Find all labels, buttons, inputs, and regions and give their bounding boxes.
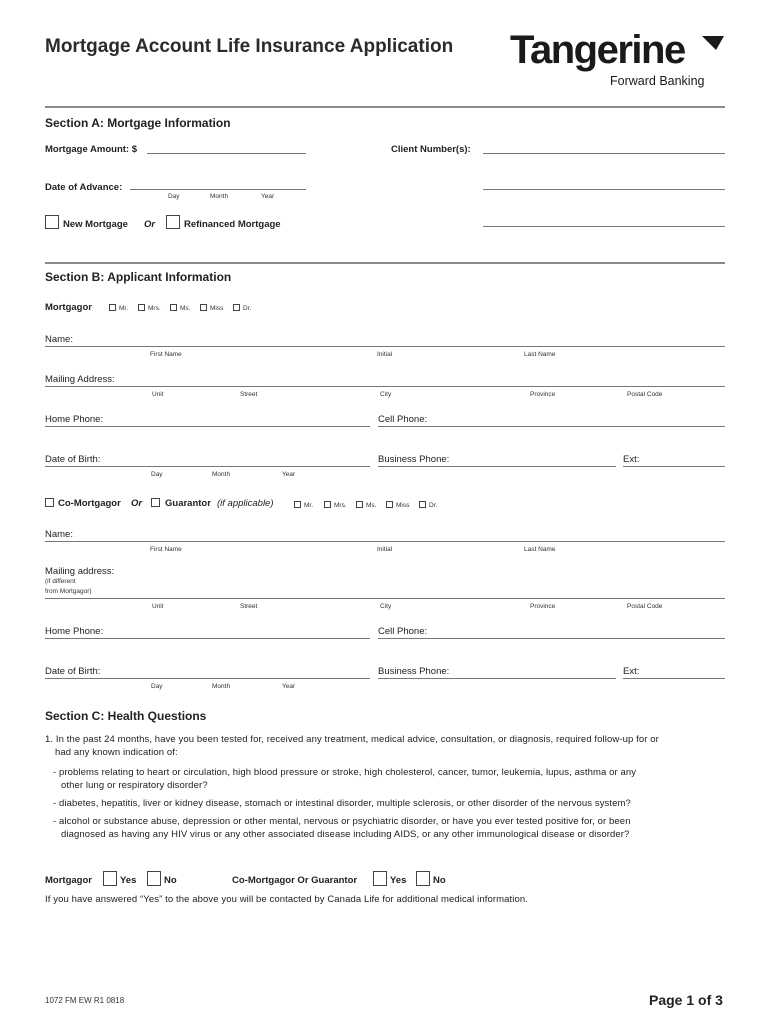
co-no-checkbox[interactable]: [416, 871, 430, 886]
co-mortgagor-label: Co-Mortgagor: [58, 498, 121, 509]
co-mailing-address-field[interactable]: [45, 598, 725, 599]
mortgagor-no-label: No: [164, 875, 177, 886]
cell-phone-label: Cell Phone:: [378, 414, 428, 425]
province-caption: Province: [530, 391, 556, 398]
name-label: Name:: [45, 334, 73, 345]
tangerine-logo: [510, 28, 705, 88]
title-miss-label: Miss: [210, 305, 224, 312]
co-title-dr-label: Dr.: [429, 502, 438, 509]
day-caption: Day: [151, 683, 163, 690]
co-mailing-address-label: Mailing address:: [45, 566, 115, 577]
last-name-caption: Last Name: [524, 546, 556, 553]
co-title-mrs-checkbox[interactable]: [324, 501, 331, 508]
business-phone-field[interactable]: [378, 466, 616, 467]
unit-caption: Unit: [152, 603, 164, 610]
postal-code-caption: Postal Code: [627, 603, 663, 610]
co-yes-label: Yes: [390, 875, 407, 886]
bullet-1: - problems relating to heart or circulation, high blood pressure or stroke, high cholesterol, cancer, tumor, leukemia, lupus, asthma or any: [53, 767, 637, 778]
street-caption: Street: [240, 603, 258, 610]
ext-field[interactable]: [623, 466, 725, 467]
co-title-miss-checkbox[interactable]: [386, 501, 393, 508]
title-mrs-checkbox[interactable]: [138, 304, 145, 311]
section-b-heading: Section B: Applicant Information: [45, 270, 232, 284]
home-phone-field[interactable]: [45, 426, 370, 427]
mortgage-amount-field[interactable]: [147, 153, 306, 154]
year-caption: Year: [282, 471, 296, 478]
co-date-of-birth-label: Date of Birth:: [45, 666, 101, 677]
client-number-field-2[interactable]: [483, 189, 725, 190]
title-ms-label: Ms.: [180, 305, 191, 312]
first-name-caption: First Name: [150, 351, 182, 358]
province-caption: Province: [530, 603, 556, 610]
co-ext-label: Ext:: [623, 666, 640, 677]
refinanced-mortgage-label: Refinanced Mortgage: [184, 219, 281, 230]
client-number-field-1[interactable]: [483, 153, 725, 154]
ext-label: Ext:: [623, 454, 640, 465]
title-miss-checkbox[interactable]: [200, 304, 207, 311]
if-different-note: (if different: [45, 578, 76, 585]
mortgagor-yes-checkbox[interactable]: [103, 871, 117, 886]
bullet-3: - alcohol or substance abuse, depression or other mental, nervous or psychiatric disorder, or have you ever tested positive for, or been: [53, 816, 631, 827]
mortgage-amount-label: Mortgage Amount: $: [45, 144, 138, 155]
question-1: 1. In the past 24 months, have you been tested for, received any treatment, medical advice, consultation, or diagnosis, required follow-up for or: [45, 734, 659, 745]
co-name-label: Name:: [45, 529, 73, 540]
logo-tagline: Forward Banking: [610, 74, 705, 88]
co-date-of-birth-field[interactable]: [45, 678, 370, 679]
guarantor-checkbox[interactable]: [151, 498, 160, 507]
mortgagor-label: Mortgagor: [45, 302, 92, 313]
cell-phone-field[interactable]: [378, 426, 725, 427]
year-caption: Year: [282, 683, 296, 690]
date-of-birth-label: Date of Birth:: [45, 454, 101, 465]
co-home-phone-label: Home Phone:: [45, 626, 104, 637]
name-field[interactable]: [45, 346, 725, 347]
co-business-phone-label: Business Phone:: [378, 666, 450, 677]
city-caption: City: [380, 391, 392, 398]
logo-wordmark: Tangerine: [510, 28, 685, 72]
mortgagor-no-checkbox[interactable]: [147, 871, 161, 886]
co-cell-phone-field[interactable]: [378, 638, 725, 639]
client-number-label: Client Number(s):: [391, 144, 471, 155]
client-number-field-3[interactable]: [483, 226, 725, 227]
unit-caption: Unit: [152, 391, 164, 398]
month-caption: Month: [212, 471, 231, 478]
initial-caption: Initial: [377, 351, 393, 358]
co-no-label: No: [433, 875, 446, 886]
or-label: Or: [131, 498, 143, 509]
new-mortgage-label: New Mortgage: [63, 219, 128, 230]
co-title-ms-label: Ms.: [366, 502, 377, 509]
city-caption: City: [380, 603, 392, 610]
co-title-mr-checkbox[interactable]: [294, 501, 301, 508]
initial-caption: Initial: [377, 546, 393, 553]
page-number: Page 1 of 3: [649, 992, 723, 1008]
day-caption: Day: [168, 193, 180, 200]
or-label: Or: [144, 219, 156, 230]
co-title-miss-label: Miss: [396, 502, 410, 509]
title-mr-label: Mr.: [119, 305, 129, 312]
bullet-3-cont: diagnosed as having any HIV virus or any other associated disease including AIDS, or any other immunological disease or disorder?: [61, 829, 630, 840]
co-mortgagor-checkbox[interactable]: [45, 498, 54, 507]
co-ext-field[interactable]: [623, 678, 725, 679]
month-caption: Month: [210, 193, 229, 200]
co-business-phone-field[interactable]: [378, 678, 616, 679]
bullet-2: - diabetes, hepatitis, liver or kidney disease, stomach or intestinal disorder, multiple sclerosis, or other disorder of the nervous system?: [53, 798, 631, 809]
if-applicable-note: (if applicable): [217, 498, 274, 509]
month-caption: Month: [212, 683, 231, 690]
mortgagor-yes-label: Yes: [120, 875, 137, 886]
divider: [45, 106, 725, 108]
co-cell-phone-label: Cell Phone:: [378, 626, 428, 637]
year-caption: Year: [261, 193, 275, 200]
date-of-advance-label: Date of Advance:: [45, 182, 123, 193]
co-title-mr-label: Mr.: [304, 502, 314, 509]
date-of-advance-field[interactable]: [130, 189, 306, 190]
title-dr-label: Dr.: [243, 305, 252, 312]
postal-code-caption: Postal Code: [627, 391, 663, 398]
co-title-ms-checkbox[interactable]: [356, 501, 363, 508]
guarantor-label: Guarantor: [165, 498, 211, 509]
new-mortgage-checkbox[interactable]: [45, 215, 59, 229]
mortgagor-answer-label: Mortgagor: [45, 875, 92, 886]
mailing-address-field[interactable]: [45, 386, 725, 387]
co-title-mrs-label: Mrs.: [334, 502, 347, 509]
street-caption: Street: [240, 391, 258, 398]
co-mortgagor-guarantor-answer-label: Co-Mortgagor Or Guarantor: [232, 875, 358, 886]
document-title: Mortgage Account Life Insurance Application: [45, 36, 454, 57]
from-mortgagor-note: from Mortgagor): [45, 588, 92, 595]
bullet-1-cont: other lung or respiratory disorder?: [61, 780, 208, 791]
business-phone-label: Business Phone:: [378, 454, 450, 465]
title-mrs-label: Mrs.: [148, 305, 161, 312]
refinanced-mortgage-checkbox[interactable]: [166, 215, 180, 229]
question-1-cont: had any known indication of:: [55, 747, 178, 758]
mailing-address-label: Mailing Address:: [45, 374, 115, 385]
title-ms-checkbox[interactable]: [170, 304, 177, 311]
divider: [45, 262, 725, 264]
logo-arrow-icon: [702, 36, 724, 50]
contact-note: If you have answered “Yes” to the above you will be contacted by Canada Life for additional medical information.: [45, 894, 528, 905]
title-dr-checkbox[interactable]: [233, 304, 240, 311]
co-yes-checkbox[interactable]: [373, 871, 387, 886]
day-caption: Day: [151, 471, 163, 478]
co-home-phone-field[interactable]: [45, 638, 370, 639]
co-title-dr-checkbox[interactable]: [419, 501, 426, 508]
title-mr-checkbox[interactable]: [109, 304, 116, 311]
date-of-birth-field[interactable]: [45, 466, 370, 467]
home-phone-label: Home Phone:: [45, 414, 104, 425]
last-name-caption: Last Name: [524, 351, 556, 358]
section-c-heading: Section C: Health Questions: [45, 709, 207, 723]
first-name-caption: First Name: [150, 546, 182, 553]
co-name-field[interactable]: [45, 541, 725, 542]
section-a-heading: Section A: Mortgage Information: [45, 116, 231, 130]
form-code: 1072 FM EW R1 0818: [45, 996, 125, 1005]
